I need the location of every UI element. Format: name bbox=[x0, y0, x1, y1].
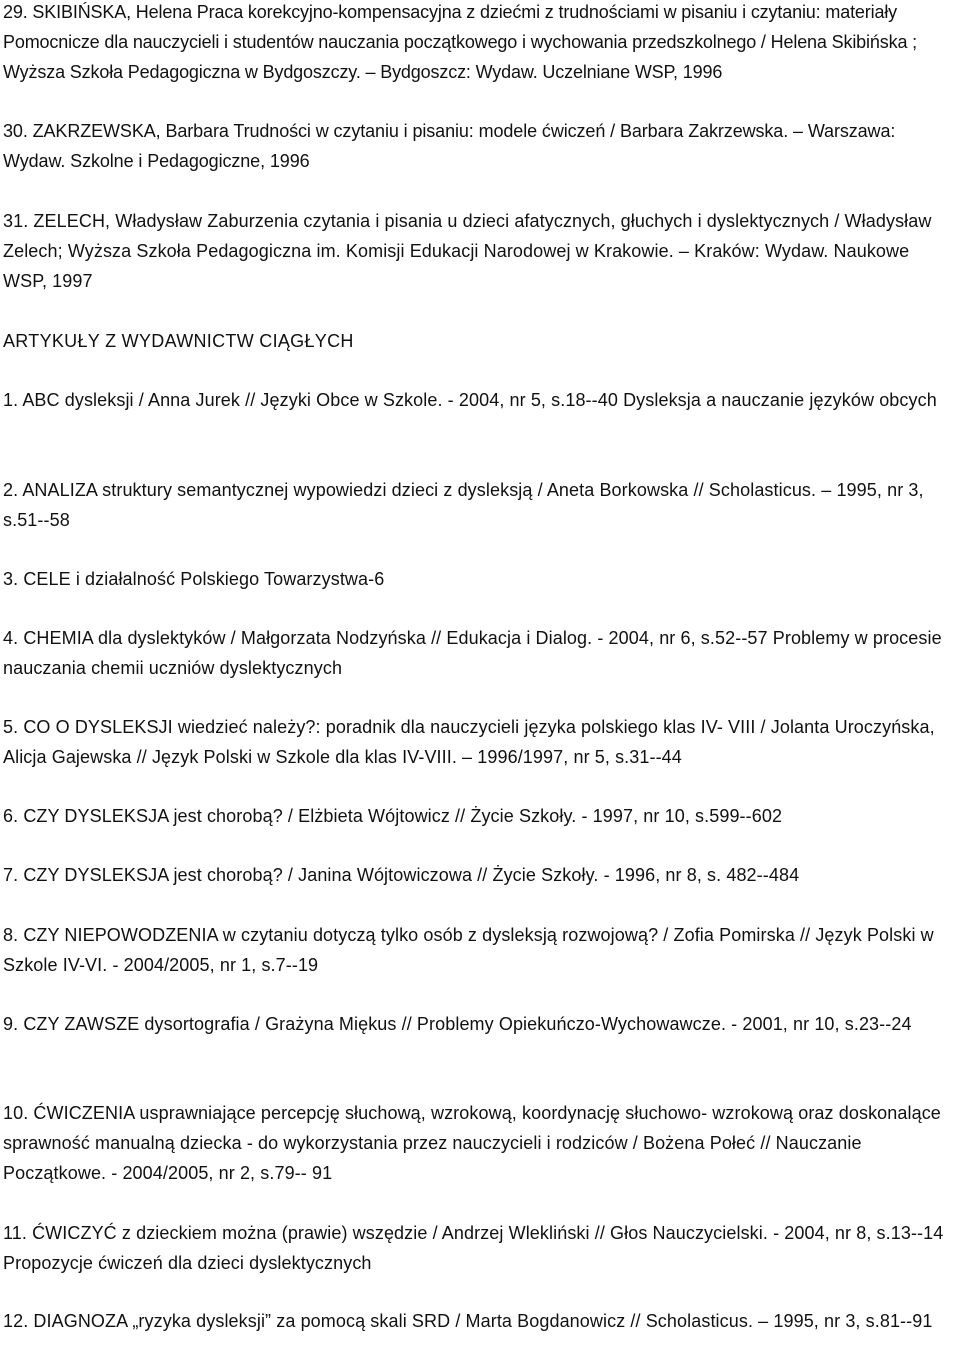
article-entry-2: 2. ANALIZA struktury semantycznej wypowiedzi dzieci z dysleksją / Aneta Borkowska // Scholasticus. – 1995, nr 3, s.51--58 bbox=[3, 480, 924, 530]
article-entry-7: 7. CZY DYSLEKSJA jest chorobą? / Janina Wójtowiczowa // Życie Szkoły. - 1996, nr 8, s. 482--484 bbox=[3, 865, 800, 885]
article-entry-11: 11. ĆWICZYĆ z dzieckiem można (prawie) wszędzie / Andrzej Wlekliński // Głos Nauczycielski. - 2004, nr 8, s.13--14 Propozycje ćwiczeń dla dzieci dyslektycznych bbox=[3, 1223, 944, 1273]
article-entry-3: 3. CELE i działalność Polskiego Towarzystwa-6 bbox=[3, 569, 385, 589]
article-entry-6: 6. CZY DYSLEKSJA jest chorobą? / Elżbieta Wójtowicz // Życie Szkoły. - 1997, nr 10, s.599--602 bbox=[3, 806, 783, 826]
bibliography-entry-30: 30. ZAKRZEWSKA, Barbara Trudności w czytaniu i pisaniu: modele ćwiczeń / Barbara Zakrzewska. – Warszawa: Wydaw. Szkolne i Pedagogiczne, 1996 bbox=[3, 121, 896, 171]
section-heading: ARTYKUŁY Z WYDAWNICTW CIĄGŁYCH bbox=[3, 331, 354, 351]
article-entry-1: 1. ABC dysleksji / Anna Jurek // Języki Obce w Szkole. - 2004, nr 5, s.18--40 Dysleksja a nauczanie języków obcych bbox=[3, 390, 937, 410]
article-entry-4: 4. CHEMIA dla dyslektyków / Małgorzata Nodzyńska // Edukacja i Dialog. - 2004, nr 6, s.52--57 Problemy w procesie nauczania chemii uczniów dyslektycznych bbox=[3, 628, 942, 678]
article-entry-12: 12. DIAGNOZA „ryzyka dysleksji” za pomocą skali SRD / Marta Bogdanowicz // Scholasticus. – 1995, nr 3, s.81--91 bbox=[3, 1311, 933, 1331]
article-entry-9: 9. CZY ZAWSZE dysortografia / Grażyna Miękus // Problemy Opiekuńczo-Wychowawcze. - 2001, nr 10, s.23--24 bbox=[3, 1014, 912, 1034]
bibliography-entry-29: 29. SKIBIŃSKA, Helena Praca korekcyjno-kompensacyjna z dziećmi z trudnościami w pisaniu i czytaniu: materiały Pomocnicze dla nauczycieli i studentów nauczania początkowego i wychowania przedszkolnego / Helena Skibińska ; Wyższa Szkoła Pedagogiczna w Bydgoszczy. – Bydgoszcz: Wydaw. Uczelniane WSP, 1996 bbox=[3, 2, 918, 82]
article-entry-5: 5. CO O DYSLEKSJI wiedzieć należy?: poradnik dla nauczycieli języka polskiego klas IV- VIII / Jolanta Uroczyńska, Alicja Gajewska // Język Polski w Szkole dla klas IV-VIII. – 1996/1997, nr 5, s.31--44 bbox=[3, 717, 935, 767]
bibliography-entry-31: 31. ZELECH, Władysław Zaburzenia czytania i pisania u dzieci afatycznych, głuchych i dyslektycznych / Władysław Zelech; Wyższa Szkoła Pedagogiczna im. Komisji Edukacji Narodowej w Krakowie. – Kraków: Wydaw. Naukowe WSP, 1997 bbox=[3, 211, 932, 291]
article-entry-10: 10. ĆWICZENIA usprawniające percepcję słuchową, wzrokową, koordynację słuchowo- wzrokową oraz doskonalące sprawność manualną dziecka - do wykorzystania przez nauczycieli i rodziców / Bożena Połeć // Nauczanie Początkowe. - 2004/2005, nr 2, s.79-- 91 bbox=[3, 1103, 941, 1183]
article-entry-8: 8. CZY NIEPOWODZENIA w czytaniu dotyczą tylko osób z dysleksją rozwojową? / Zofia Pomirska // Język Polski w Szkole IV-VI. - 2004/2005, nr 1, s.7--19 bbox=[3, 925, 934, 975]
